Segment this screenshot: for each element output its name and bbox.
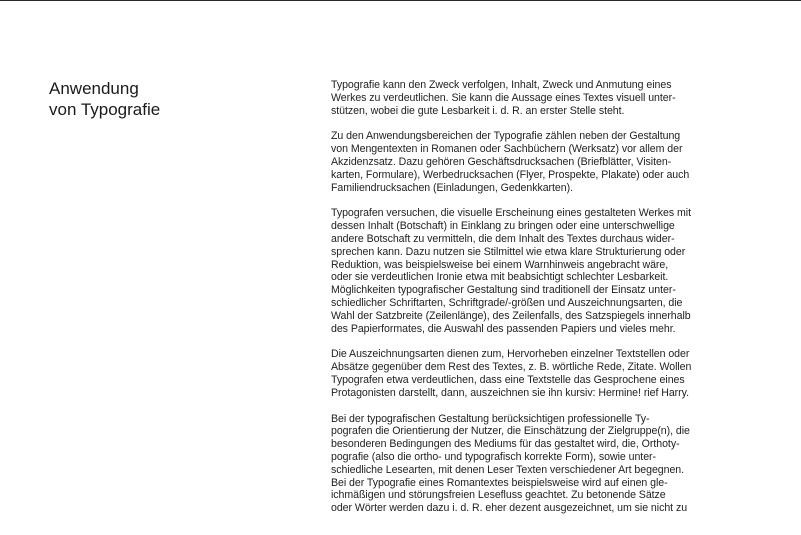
paragraph-1 (331, 79, 771, 117)
paragraph-4 (331, 348, 771, 399)
paragraph-5 (331, 413, 771, 515)
text-line: von Mengentexten in Romanen oder Sachbüchern (Werksatz) vor allem der (331, 143, 683, 156)
text-line: schiedlicher Schriftarten, Schriftgrade/-größen und Auszeichnungsarten, die (331, 296, 683, 309)
text-line: Möglichkeiten typografischer Gestaltung sind traditionell der Einsatz unter- (331, 284, 676, 297)
text-line: pografie (also die ortho- und typografisch korrekte Form), sowie unter- (331, 450, 657, 463)
text-line: Absätze gegenüber dem Rest des Textes, z. B. wörtliche Rede, Zitate. Wollen (331, 361, 692, 374)
text-line: andere Botschaft zu vermitteln, die dem Inhalt des Textes durchaus wider- (331, 232, 675, 245)
text-line: Wahl der Satzbreite (Zeilenlänge), des Zeilenfalls, des Satzspiegels innerhalb (331, 309, 691, 322)
text-line: Typografen etwa verdeutlichen, dass eine Textstelle das Gesprochene eines (331, 373, 685, 386)
text-line: Typografen versuchen, die visuelle Erscheinung eines gestalteten Werkes mit (331, 207, 691, 220)
text-line: Bei der typografischen Gestaltung berücksichtigen professionelle Ty- (331, 412, 650, 425)
text-line: Werkes zu verdeutlichen. Sie kann die Aussage eines Textes visuell unter- (331, 91, 676, 104)
text-line: des Papierformates, die Auswahl des passenden Papiers und vieles mehr. (331, 322, 676, 335)
paragraph-2 (331, 130, 771, 194)
text-line: stützen, wobei die gute Lesbarkeit i. d. R. an erster Stelle steht. (331, 104, 625, 117)
text-line: dessen Inhalt (Botschaft) in Einklang zu bringen oder eine unterschwellige (331, 220, 675, 233)
body-text (331, 79, 771, 528)
text-line: Akzidenzsatz. Dazu gehören Geschäftsdrucksachen (Briefblätter, Visiten- (331, 155, 672, 168)
text-line: Die Auszeichnungsarten dienen zum, Hervorheben einzelner Textstellen oder (331, 348, 690, 361)
text-line: schiedliche Lesearten, mit denen Leser Texten verschiedener Art begegnen. (331, 463, 685, 476)
text-line: Reduktion, was beispielsweise bei einem Warnhinweis angebracht wäre, (331, 258, 669, 271)
section-heading (49, 78, 160, 120)
text-line: pografen die Orientierung der Nutzer, die Einschätzung der Zielgruppe(n), die (331, 425, 690, 438)
text-line: karten, Formulare), Werbedrucksachen (Flyer, Prospekte, Plakate) oder auch (331, 168, 690, 181)
text-line: Protagonisten darstellt, dann, auszeichnen sie ihn kursiv: Hermine! rief Harry. (331, 386, 689, 399)
text-line: oder sie verdeutlichen Ironie etwa mit beabsichtigt schlechter Lesbarkeit. (331, 271, 669, 284)
text-line: sprechen kann. Dazu nutzen sie Stilmittel wie etwa klare Strukturierung oder (331, 245, 686, 258)
paragraph-3 (331, 207, 771, 335)
text-line: Familiendrucksachen (Einladungen, Gedenkkarten). (331, 181, 573, 194)
text-line: Bei der Typografie eines Romantextes beispielsweise wird auf einen gle- (331, 476, 668, 489)
text-line: Zu den Anwendungsbereichen der Typografie zählen neben der Gestaltung (331, 130, 681, 143)
text-line: ichmäßigen und störungsfreien Lesefluss geachtet. Zu betonende Sätze (331, 489, 666, 502)
heading-line: Anwendung (49, 79, 139, 98)
heading-line: von Typografie (49, 100, 161, 119)
text-line: Typografie kann den Zweck verfolgen, Inhalt, Zweck und Anmutung eines (331, 79, 672, 91)
top-divider (0, 0, 801, 1)
text-line: besonderen Bedingungen des Mediums für das gestaltet wird, die, Orthoty- (331, 438, 680, 451)
text-line: oder Wörter werden dazu i. d. R. eher dezent ausgezeichnet, um sie nicht zu (331, 502, 688, 515)
